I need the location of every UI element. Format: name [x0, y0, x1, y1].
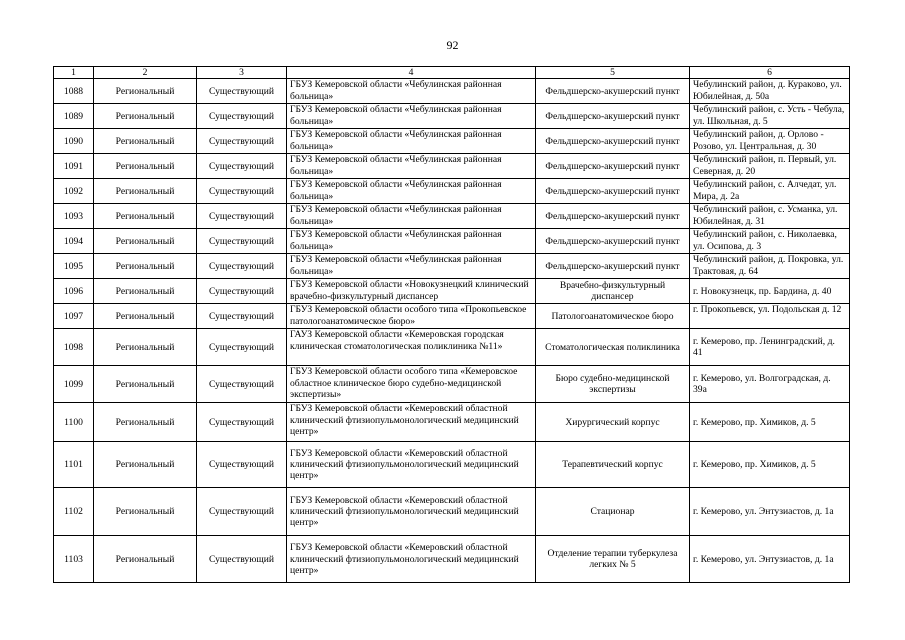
table-row	[54, 366, 850, 403]
row-number: 1103	[54, 536, 94, 583]
row-level: Региональный	[94, 104, 197, 129]
row-status: Существующий	[197, 79, 287, 104]
row-level: Региональный	[94, 403, 197, 442]
table-row	[54, 229, 850, 254]
column-header: 6	[690, 67, 850, 79]
row-organization: ГБУЗ Кемеровской области особого типа «Прокопьевское патологоанатомическое бюро»	[287, 304, 536, 329]
column-header: 1	[54, 67, 94, 79]
row-facility-type: Фельдшерско-акушерский пункт	[536, 254, 690, 279]
row-status: Существующий	[197, 179, 287, 204]
table-row	[54, 488, 850, 536]
row-status: Существующий	[197, 366, 287, 403]
row-status: Существующий	[197, 279, 287, 304]
row-status: Существующий	[197, 254, 287, 279]
table-row	[54, 204, 850, 229]
row-level: Региональный	[94, 254, 197, 279]
row-organization: ГБУЗ Кемеровской области «Кемеровский областной клинический фтизиопульмонологический медицинский центр»	[287, 488, 536, 536]
row-level: Региональный	[94, 536, 197, 583]
row-status: Существующий	[197, 154, 287, 179]
row-facility-type: Фельдшерско-акушерский пункт	[536, 204, 690, 229]
row-number: 1101	[54, 442, 94, 488]
column-header: 4	[287, 67, 536, 79]
row-level: Региональный	[94, 79, 197, 104]
row-number: 1093	[54, 204, 94, 229]
row-level: Региональный	[94, 279, 197, 304]
row-level: Региональный	[94, 442, 197, 488]
row-address: г. Кемерово, ул. Энтузиастов, д. 1а	[690, 488, 850, 536]
row-organization: ГБУЗ Кемеровской области «Кемеровский областной клинический фтизиопульмонологический медицинский центр»	[287, 442, 536, 488]
row-level: Региональный	[94, 154, 197, 179]
page-number: 92	[446, 38, 459, 52]
row-facility-type: Терапевтический корпус	[536, 442, 690, 488]
row-organization: ГБУЗ Кемеровской области особого типа «Кемеровское областное клиническое бюро судебно-медицинской экспертизы»	[287, 366, 536, 403]
row-address: Чебулинский район, с. Алчедат, ул. Мира, д. 2а	[690, 179, 850, 204]
row-number: 1100	[54, 403, 94, 442]
row-organization: ГБУЗ Кемеровской области «Кемеровский областной клинический фтизиопульмонологический медицинский центр»	[287, 403, 536, 442]
table-row	[54, 536, 850, 583]
row-number: 1098	[54, 329, 94, 366]
row-status: Существующий	[197, 229, 287, 254]
row-address: Чебулинский район, д. Орлово - Розово, ул. Центральная, д. 30	[690, 129, 850, 154]
table-row	[54, 154, 850, 179]
row-organization: ГАУЗ Кемеровской области «Кемеровская городская клиническая стоматологическая поликлиника №11»	[287, 329, 536, 366]
row-level: Региональный	[94, 204, 197, 229]
table-row	[54, 442, 850, 488]
row-facility-type: Стоматологическая поликлиника	[536, 329, 690, 366]
row-level: Региональный	[94, 304, 197, 329]
row-level: Региональный	[94, 229, 197, 254]
row-organization: ГБУЗ Кемеровской области «Чебулинская районная больница»	[287, 129, 536, 154]
row-address: г. Новокузнецк, пр. Бардина, д. 40	[690, 279, 850, 304]
table-row	[54, 254, 850, 279]
row-organization: ГБУЗ Кемеровской области «Новокузнецкий клинический врачебно-физкультурный диспансер	[287, 279, 536, 304]
row-status: Существующий	[197, 442, 287, 488]
row-facility-type: Фельдшерско-акушерский пункт	[536, 129, 690, 154]
row-status: Существующий	[197, 104, 287, 129]
row-facility-type: Фельдшерско-акушерский пункт	[536, 79, 690, 104]
row-organization: ГБУЗ Кемеровской области «Чебулинская районная больница»	[287, 179, 536, 204]
row-status: Существующий	[197, 304, 287, 329]
row-number: 1091	[54, 154, 94, 179]
row-organization: ГБУЗ Кемеровской области «Чебулинская районная больница»	[287, 204, 536, 229]
row-facility-type: Стационар	[536, 488, 690, 536]
row-level: Региональный	[94, 129, 197, 154]
row-level: Региональный	[94, 329, 197, 366]
row-address: Чебулинский район, д. Кураково, ул. Юбилейная, д. 50а	[690, 79, 850, 104]
row-status: Существующий	[197, 488, 287, 536]
row-number: 1092	[54, 179, 94, 204]
row-address: Чебулинский район, д. Покровка, ул. Трактовая, д. 64	[690, 254, 850, 279]
table-row	[54, 304, 850, 329]
row-level: Региональный	[94, 179, 197, 204]
row-address: г. Кемерово, пр. Химиков, д. 5	[690, 442, 850, 488]
row-number: 1096	[54, 279, 94, 304]
row-number: 1097	[54, 304, 94, 329]
column-header: 3	[197, 67, 287, 79]
row-facility-type: Хирургический корпус	[536, 403, 690, 442]
row-organization: ГБУЗ Кемеровской области «Кемеровский областной клинический фтизиопульмонологический медицинский центр»	[287, 536, 536, 583]
row-number: 1099	[54, 366, 94, 403]
row-address: г. Кемерово, пр. Ленинградский, д. 41	[690, 329, 850, 366]
row-address: Чебулинский район, с. Усманка, ул. Юбилейная, д. 31	[690, 204, 850, 229]
row-facility-type: Отделение терапии туберкулеза легких № 5	[536, 536, 690, 583]
row-address: г. Кемерово, пр. Химиков, д. 5	[690, 403, 850, 442]
table-row	[54, 79, 850, 104]
row-facility-type: Врачебно-физкультурный диспансер	[536, 279, 690, 304]
row-organization: ГБУЗ Кемеровской области «Чебулинская районная больница»	[287, 104, 536, 129]
table-row	[54, 403, 850, 442]
row-facility-type: Бюро судебно-медицинской экспертизы	[536, 366, 690, 403]
row-address: Чебулинский район, с. Николаевка, ул. Осипова, д. 3	[690, 229, 850, 254]
row-status: Существующий	[197, 129, 287, 154]
row-number: 1088	[54, 79, 94, 104]
table-row	[54, 279, 850, 304]
row-organization: ГБУЗ Кемеровской области «Чебулинская районная больница»	[287, 229, 536, 254]
row-address: г. Кемерово, ул. Волгоградская, д. 39а	[690, 366, 850, 403]
row-organization: ГБУЗ Кемеровской области «Чебулинская районная больница»	[287, 254, 536, 279]
row-number: 1090	[54, 129, 94, 154]
row-number: 1094	[54, 229, 94, 254]
row-organization: ГБУЗ Кемеровской области «Чебулинская районная больница»	[287, 79, 536, 104]
row-facility-type: Фельдшерско-акушерский пункт	[536, 229, 690, 254]
column-header: 5	[536, 67, 690, 79]
row-facility-type: Фельдшерско-акушерский пункт	[536, 154, 690, 179]
row-status: Существующий	[197, 329, 287, 366]
row-organization: ГБУЗ Кемеровской области «Чебулинская районная больница»	[287, 154, 536, 179]
row-status: Существующий	[197, 204, 287, 229]
table-row	[54, 329, 850, 366]
row-address: г. Прокопьевск, ул. Подольская д. 12	[690, 304, 850, 329]
registry-table	[53, 66, 850, 583]
row-facility-type: Фельдшерско-акушерский пункт	[536, 104, 690, 129]
table-row	[54, 179, 850, 204]
row-address: Чебулинский район, п. Первый, ул. Северная, д. 20	[690, 154, 850, 179]
row-level: Региональный	[94, 488, 197, 536]
row-number: 1102	[54, 488, 94, 536]
row-status: Существующий	[197, 403, 287, 442]
column-header: 2	[94, 67, 197, 79]
table-header-row	[54, 67, 850, 79]
table-row	[54, 129, 850, 154]
row-number: 1089	[54, 104, 94, 129]
row-address: Чебулинский район, с. Усть - Чебула, ул. Школьная, д. 5	[690, 104, 850, 129]
table-row	[54, 104, 850, 129]
row-facility-type: Патологоанатомическое бюро	[536, 304, 690, 329]
row-address: г. Кемерово, ул. Энтузиастов, д. 1а	[690, 536, 850, 583]
row-level: Региональный	[94, 366, 197, 403]
row-number: 1095	[54, 254, 94, 279]
row-status: Существующий	[197, 536, 287, 583]
row-facility-type: Фельдшерско-акушерский пункт	[536, 179, 690, 204]
